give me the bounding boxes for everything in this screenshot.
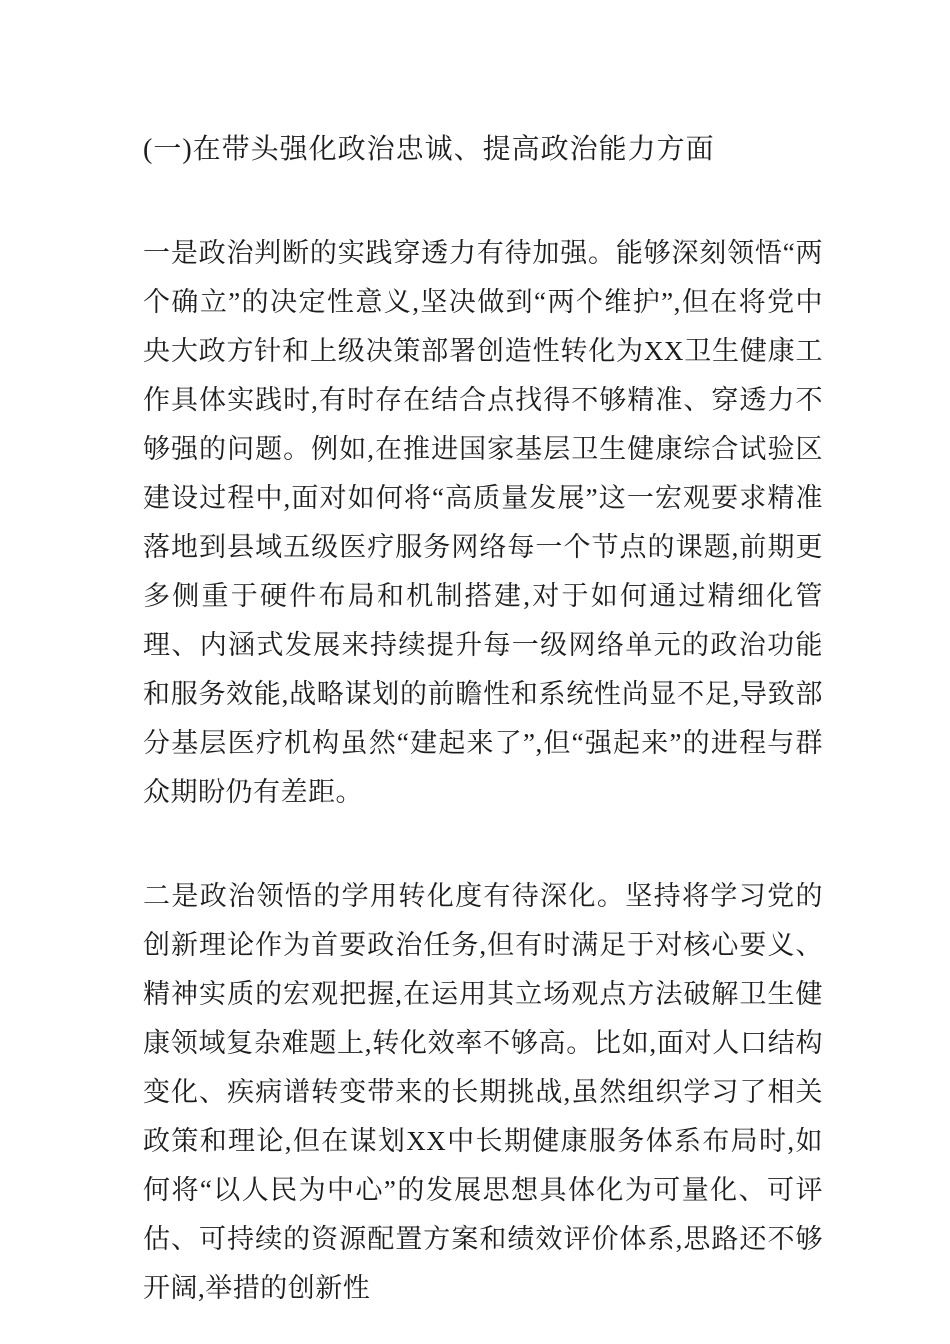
document-page — [143, 0, 823, 1313]
paragraph-political-comprehension: 二是政治领悟的学用转化度有待深化。坚持将学习党的创新理论作为首要政治任务,但有时满足于对核心要义、精神实质的宏观把握,在运用其立场观点方法破解卫生健康领域复杂难题上,转化效率不够高。比如,面对人口结构变化、疾病谱转变带来的长期挑战,虽然组织学习了相关政策和理论,但在谋划XX中长期健康服务体系布局时,如何将“以人民为中心”的发展思想具体化为可量化、可评估、可持续的资源配置方案和绩效评价体系,思路还不够开阔,举措的创新性 — [143, 881, 823, 1303]
section-heading: (一)在带头强化政治忠诚、提高政治能力方面 — [143, 134, 715, 165]
paragraph-political-judgement: 一是政治判断的实践穿透力有待加强。能够深刻领悟“两个确立”的决定性意义,坚决做到“两个维护”,但在将党中央大政方针和上级决策部署创造性转化为XX卫生健康工作具体实践时,有时存在结合点找得不够精准、穿透力不够强的问题。例如,在推进国家基层卫生健康综合试验区建设过程中,面对如何将“高质量发展”这一宏观要求精准落地到县域五级医疗服务网络每一个节点的课题,前期更多侧重于硬件布局和机制搭建,对于如何通过精细化管理、内涵式发展来持续提升每一级网络单元的政治功能和服务效能,战略谋划的前瞻性和系统性尚显不足,导致部分基层医疗机构虽然“建起来了”,但“强起来”的进程与群众期盼仍有差距。 — [143, 238, 823, 807]
